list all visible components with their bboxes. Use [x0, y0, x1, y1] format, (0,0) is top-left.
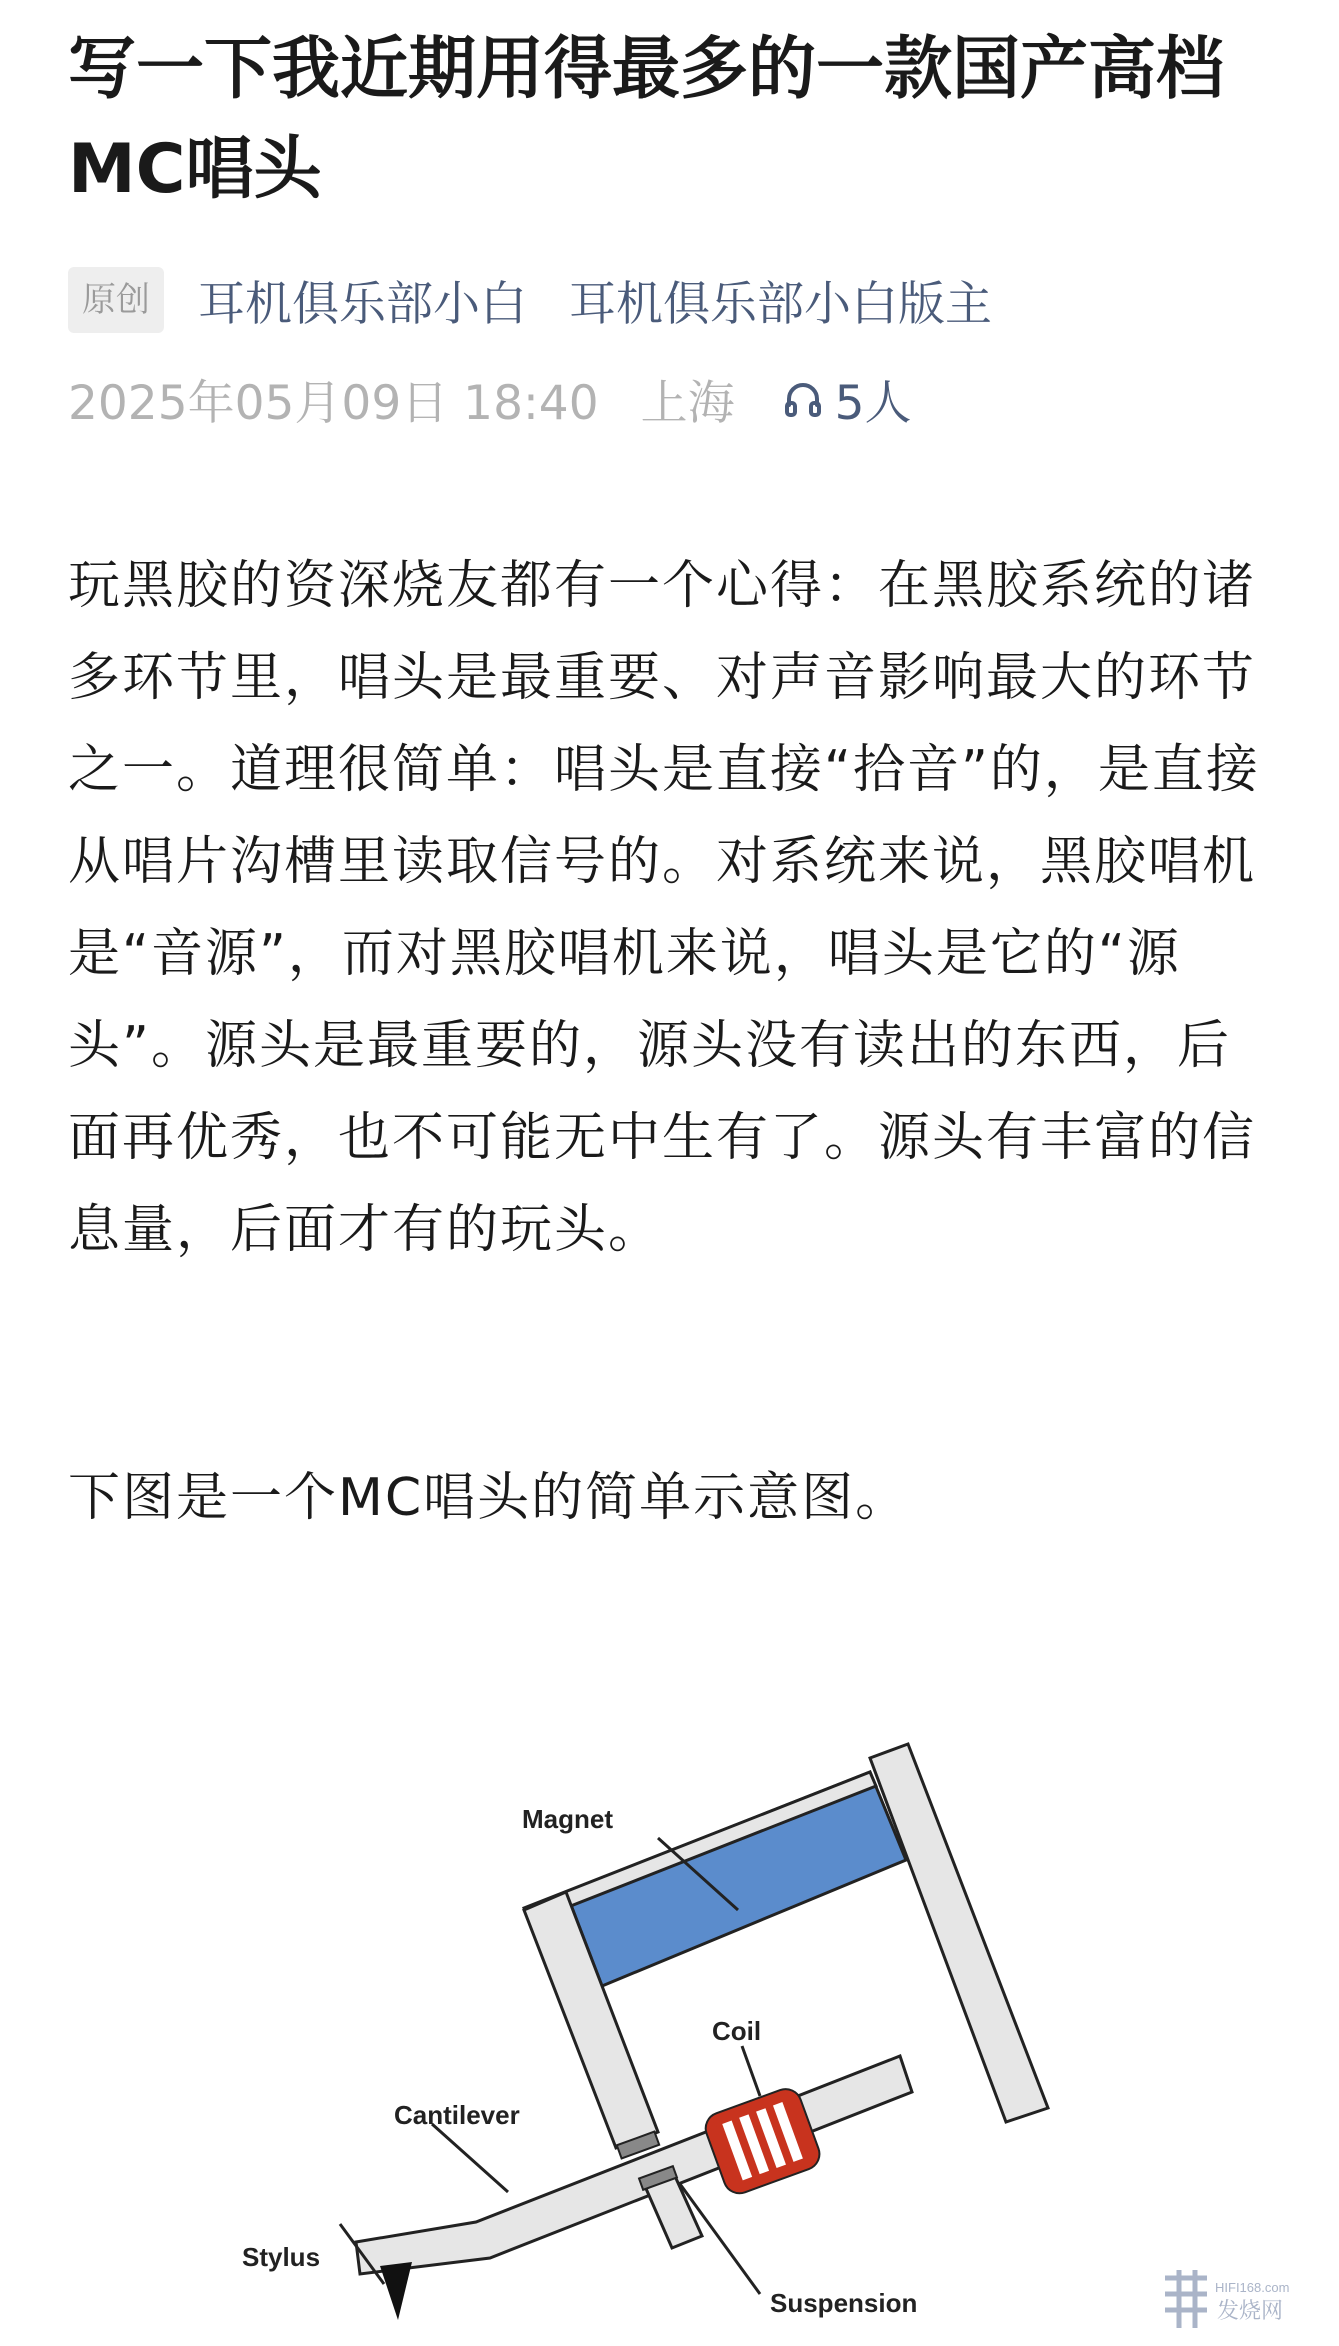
- mc-cartridge-diagram: [0, 1700, 1339, 2342]
- publish-datetime: 2025年05月09日 18:40: [68, 375, 599, 431]
- author-row: [68, 266, 992, 334]
- label-coil: Coil: [712, 2016, 762, 2046]
- label-stylus: Stylus: [242, 2242, 321, 2272]
- stylus-tip: [380, 2262, 412, 2320]
- label-cantilever: Cantilever: [394, 2100, 520, 2130]
- leader-cantilever: [432, 2124, 508, 2192]
- leader-coil: [742, 2046, 760, 2096]
- article-title: 写一下我近期用得最多的一款国产高档MC唱头: [68, 30, 1225, 209]
- watermark-name: 发烧网: [1217, 2299, 1284, 2324]
- listeners-count[interactable]: [783, 366, 912, 433]
- author-link[interactable]: 耳机俱乐部小白: [198, 276, 527, 332]
- listeners-label: 5人: [834, 375, 912, 431]
- article-info-row: [68, 364, 912, 434]
- author-role-link[interactable]: 耳机俱乐部小白版主: [569, 276, 992, 332]
- article-paragraph-1: 玩黑胶的资深烧友都有一个心得：在黑胶系统的诸多环节里，唱头是最重要、对声音影响最大的环节之一。道理很简单：唱头是直接“拾音”的，是直接从唱片沟槽里读取信号的。对系统来说，黑胶唱机是“音源”，而对黑胶唱机来说，唱头是它的“源头”。源头是最重要的，源头没有读出的东西，后面再优秀，也不可能无中生有了。源头有丰富的信息量，后面才有的玩头。: [68, 556, 1260, 1260]
- label-suspension: Suspension: [770, 2288, 918, 2318]
- headphones-icon: [783, 379, 823, 419]
- watermark-site: HIFI168.com: [1215, 2280, 1290, 2295]
- publish-location: 上海: [640, 375, 735, 431]
- original-badge: 原创: [68, 267, 164, 333]
- site-watermark: [1157, 2262, 1317, 2340]
- label-magnet: Magnet: [522, 1804, 613, 1834]
- watermark-logo-icon: [1157, 2262, 1317, 2340]
- diagram-svg: [0, 1700, 1339, 2342]
- article-paragraph-2: 下图是一个MC唱头的简单示意图。: [68, 1468, 910, 1528]
